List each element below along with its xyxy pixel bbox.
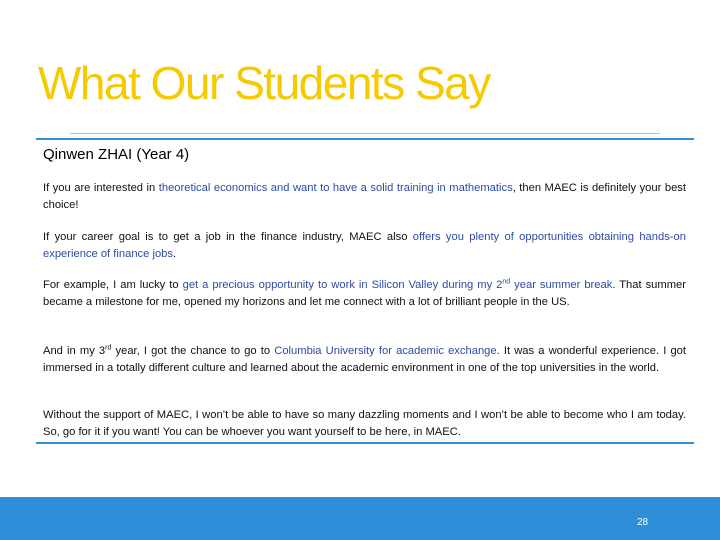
paragraph-text: . It was a wonderful experience. I got immersed in a totally different culture and learned about the academic environment in one of the top universities in the world. — [43, 345, 686, 374]
paragraph-text: For example, I am lucky to — [43, 279, 183, 291]
paragraph-text: . That summer became a milestone for me, opened my horizons and let me connect with a lot of brilliant people in the US. — [43, 279, 686, 308]
footer-bar — [0, 497, 720, 540]
paragraph-text: , then MAEC is definitely your best choice! — [43, 182, 686, 211]
paragraph-closing — [43, 407, 686, 440]
paragraph-silicon-valley — [43, 277, 686, 310]
ordinal-suffix: nd — [502, 278, 511, 286]
highlight-text-part: get a precious opportunity to work in Silicon Valley during my 2 — [182, 279, 503, 291]
paragraph-career — [43, 229, 686, 262]
paragraph-text: Without the support of MAEC, I won’t be able to have so many dazzling moments and I won’t be able to become who I am today. So, go for it if you want! You can be whoever you want yourself to be here, in MAEC. — [43, 409, 686, 438]
paragraph-text: year, I got the chance to go to — [111, 345, 275, 357]
paragraph-text: And in my 3 — [43, 345, 106, 357]
title-divider — [70, 133, 660, 134]
paragraph-columbia — [43, 343, 686, 376]
highlight-text: theoretical economics and want to have a solid training in mathematics — [158, 182, 513, 194]
highlight-text-part: year summer break — [510, 279, 613, 291]
paragraph-text: . — [172, 247, 177, 260]
highlight-text: offers you plenty of opportunities obtaining hands-on experience of finance jobs — [43, 231, 686, 260]
highlight-text: Columbia University for academic exchange — [274, 345, 497, 357]
slide-title: What Our Students Say — [38, 57, 490, 109]
ordinal-suffix: rd — [105, 344, 112, 352]
paragraph-interest — [43, 180, 686, 213]
paragraph-text: If your career goal is to get a job in the finance industry, MAEC also — [43, 231, 413, 243]
highlight-text — [183, 279, 613, 291]
page-number: 28 — [637, 517, 649, 528]
paragraph-text: If you are interested in — [43, 182, 159, 194]
student-name: Qinwen ZHAI (Year 4) — [43, 146, 190, 163]
